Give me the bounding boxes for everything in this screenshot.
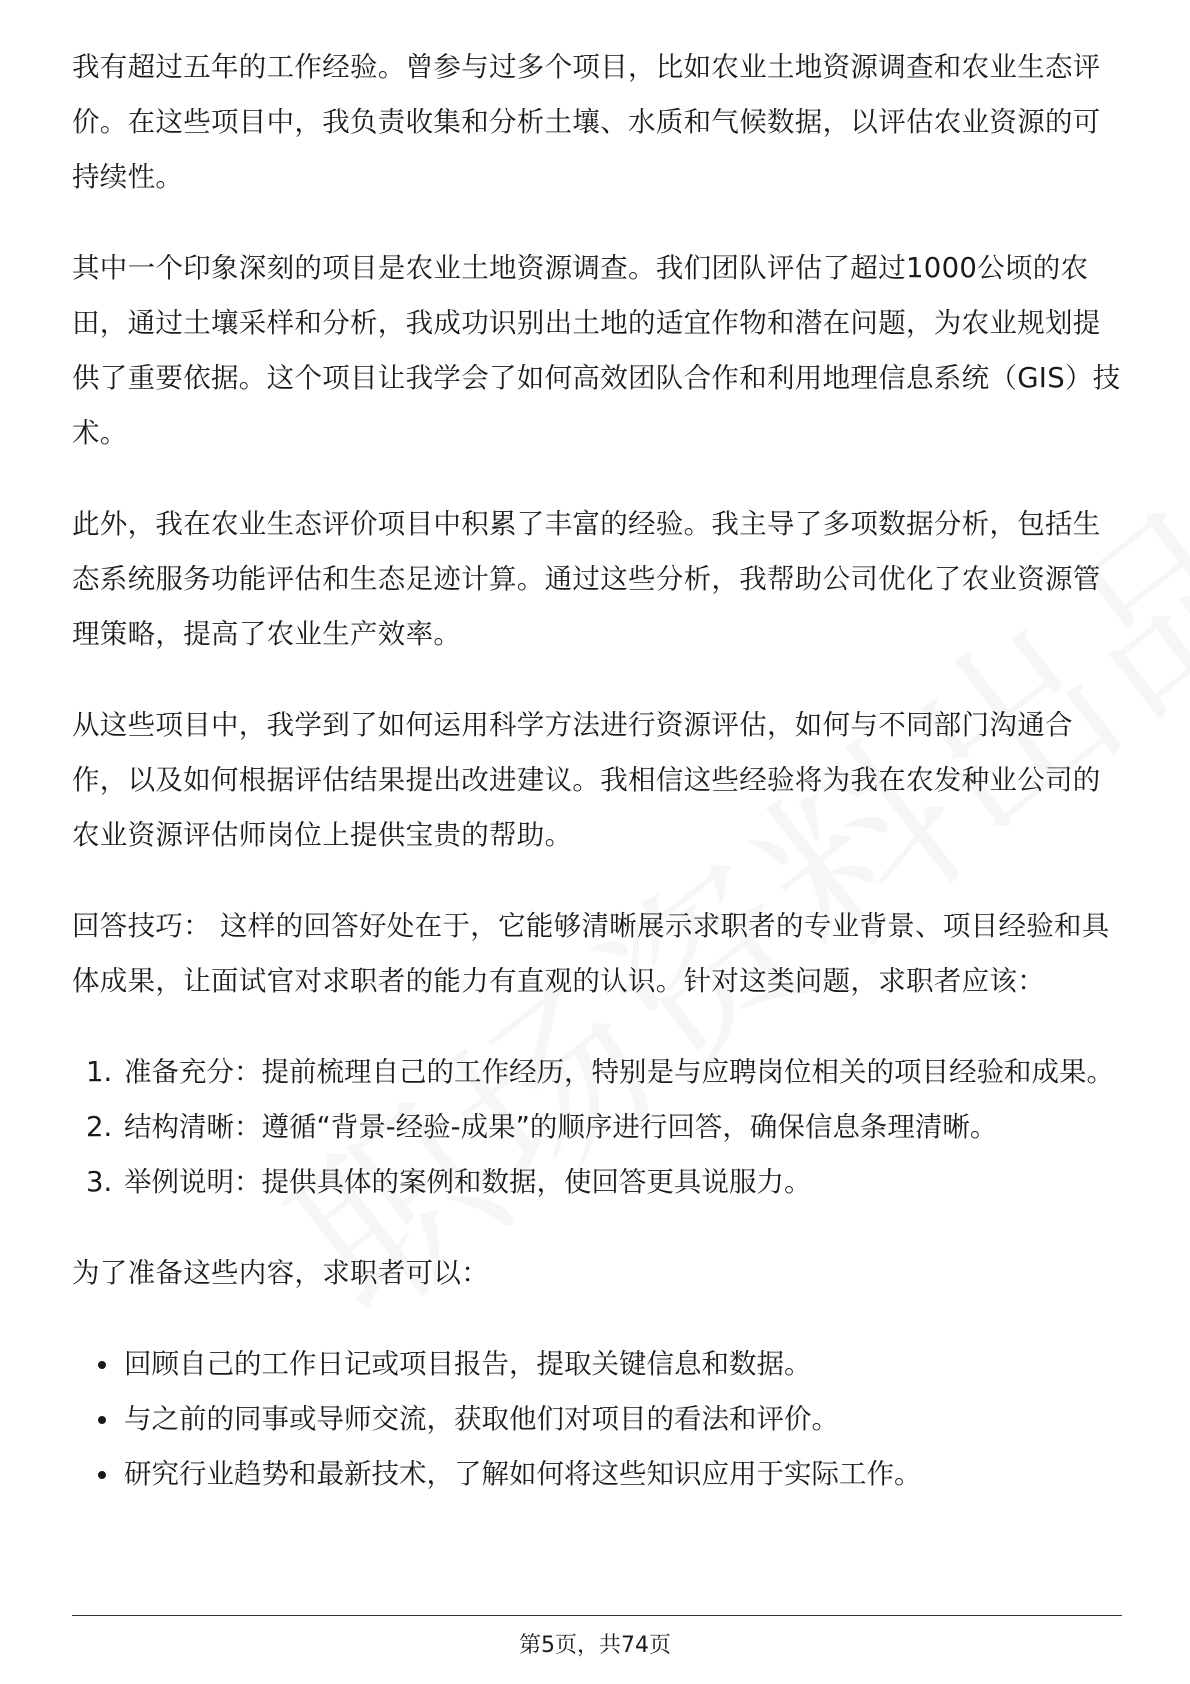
list-item-text: 回顾自己的工作日记或项目报告，提取关键信息和数据。 [124, 1348, 812, 1380]
list-item-text: 举例说明：提供具体的案例和数据，使回答更具说服力。 [124, 1166, 812, 1198]
paragraph-land-survey: 其中一个印象深刻的项目是农业土地资源调查。我们团队评估了超过1000公顷的农田，通过土壤采样和分析，我成功识别出土地的适宜作物和潜在问题，为农业规划提供了重要依据。这个项目让我学会了如何高效团队合作和利用地理信息系统（GIS）技术。 [72, 252, 1121, 449]
paragraph-prep-intro: 为了准备这些内容，求职者可以： [72, 1257, 489, 1289]
footer-divider [72, 1615, 1122, 1616]
list-item-text: 与之前的同事或导师交流，获取他们对项目的看法和评价。 [124, 1403, 839, 1435]
bullet-icon [98, 1416, 106, 1424]
bullet-icon [98, 1471, 106, 1479]
list-item [72, 1392, 1122, 1447]
list-number: 1. [86, 1056, 113, 1088]
list-number: 2. [86, 1111, 113, 1143]
bullet-icon [98, 1361, 106, 1369]
list-item [72, 1045, 1122, 1100]
list-item [72, 1447, 1122, 1502]
paragraph-answer-tips: 回答技巧： 这样的回答好处在于，它能够清晰展示求职者的专业背景、项目经验和具体成果，让面试官对求职者的能力有直观的认识。针对这类问题，求职者应该： [72, 910, 1110, 997]
paragraph-experience: 我有超过五年的工作经验。曾参与过多个项目，比如农业土地资源调查和农业生态评价。在这些项目中，我负责收集和分析土壤、水质和气候数据，以评估农业资源的可持续性。 [72, 51, 1101, 193]
list-item [72, 1100, 1122, 1155]
numbered-list [72, 1045, 1122, 1210]
list-item-text: 结构清晰：遵循“背景-经验-成果”的顺序进行回答，确保信息条理清晰。 [124, 1111, 998, 1143]
list-item [72, 1337, 1122, 1392]
page-number: 第5页，共74页 [519, 1633, 671, 1658]
document-body [72, 40, 1122, 1502]
list-item-text: 准备充分：提前梳理自己的工作经历，特别是与应聘岗位相关的项目经验和成果。 [124, 1056, 1114, 1088]
paragraph-eco-evaluation: 此外，我在农业生态评价项目中积累了丰富的经验。我主导了多项数据分析，包括生态系统服务功能评估和生态足迹计算。通过这些分析，我帮助公司优化了农业资源管理策略，提高了农业生产效率。 [72, 508, 1101, 650]
list-number: 3. [86, 1166, 113, 1198]
bullet-list [72, 1337, 1122, 1502]
paragraph-lessons: 从这些项目中，我学到了如何运用科学方法进行资源评估，如何与不同部门沟通合作，以及如何根据评估结果提出改进建议。我相信这些经验将为我在农发种业公司的农业资源评估师岗位上提供宝贵的帮助。 [72, 709, 1101, 851]
list-item [72, 1155, 1122, 1210]
list-item-text: 研究行业趋势和最新技术，了解如何将这些知识应用于实际工作。 [124, 1458, 922, 1490]
